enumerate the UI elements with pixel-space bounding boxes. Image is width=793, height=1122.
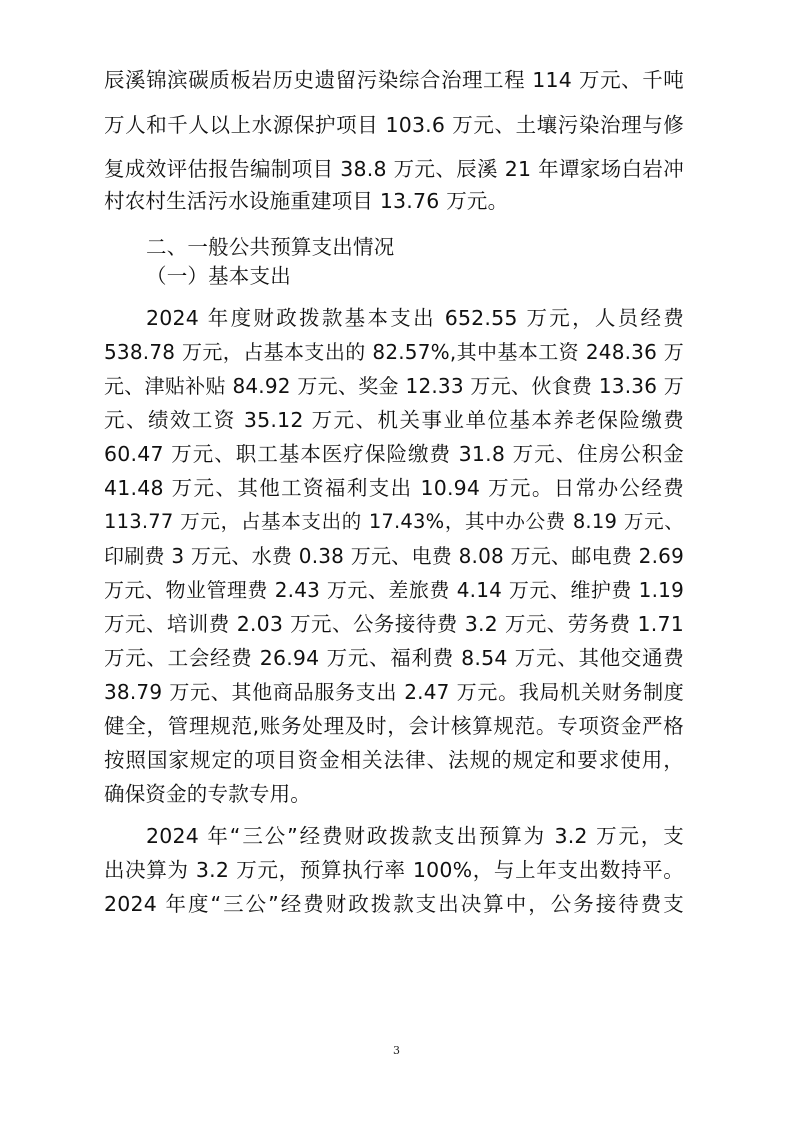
paragraph-line: 60.47 万元、职工基本医疗保险缴费 31.8 万元、住房公积金 — [104, 442, 684, 466]
paragraph-line: 元、绩效工资 35.12 万元、机关事业单位基本养老保险缴费 — [104, 408, 684, 432]
paragraph-line: 万人和千人以上水源保护项目 103.6 万元、土壤污染治理与修 — [104, 113, 684, 137]
paragraph-line: 万元、培训费 2.03 万元、公务接待费 3.2 万元、劳务费 1.71 — [104, 612, 684, 636]
paragraph-line: 113.77 万元，占基本支出的 17.43%，其中办公费 8.19 万元、 — [104, 510, 684, 533]
page-number: 3 — [393, 1044, 400, 1057]
paragraph-line: 印刷费 3 万元、水费 0.38 万元、电费 8.08 万元、邮电费 2.69 — [104, 544, 684, 568]
paragraph-line: 41.48 万元、其他工资福利支出 10.94 万元。日常办公经费 — [104, 476, 684, 500]
paragraph-line: 2024 年度财政拨款基本支出 652.55 万元，人员经费 — [146, 306, 684, 330]
paragraph-line: 辰溪锦滨碳质板岩历史遗留污染综合治理工程 114 万元、千吨 — [104, 68, 684, 92]
paragraph-line: 村农村生活污水设施重建项目 13.76 万元。 — [104, 189, 509, 213]
paragraph-line: 万元、物业管理费 2.43 万元、差旅费 4.14 万元、维护费 1.19 — [104, 578, 684, 602]
paragraph-line: 元、津贴补贴 84.92 万元、奖金 12.33 万元、伙食费 13.36 万 — [104, 374, 684, 398]
paragraph-line: 复成效评估报告编制项目 38.8 万元、辰溪 21 年谭家场白岩冲 — [104, 157, 684, 181]
paragraph-line: 按照国家规定的项目资金相关法律、法规的规定和要求使用， — [104, 748, 684, 772]
section-heading: 二、一般公共预算支出情况 — [146, 235, 395, 259]
paragraph-line: 538.78 万元，占基本支出的 82.57%,其中基本工资 248.36 万 — [104, 340, 684, 364]
paragraph-line: 健全，管理规范,账务处理及时，会计核算规范。专项资金严格 — [104, 714, 684, 738]
paragraph-line: 确保资金的专款专用。 — [104, 782, 311, 806]
subsection-heading: （一）基本支出 — [146, 264, 291, 288]
paragraph-line: 万元、工会经费 26.94 万元、福利费 8.54 万元、其他交通费 — [104, 646, 684, 670]
paragraph-line: 2024 年“三公”经费财政拨款支出预算为 3.2 万元，支 — [146, 824, 684, 848]
paragraph-line: 38.79 万元、其他商品服务支出 2.47 万元。我局机关财务制度 — [104, 680, 684, 704]
paragraph-line: 2024 年度“三公”经费财政拨款支出决算中，公务接待费支 — [104, 892, 684, 916]
paragraph-line: 出决算为 3.2 万元，预算执行率 100%，与上年支出数持平。 — [104, 858, 684, 882]
